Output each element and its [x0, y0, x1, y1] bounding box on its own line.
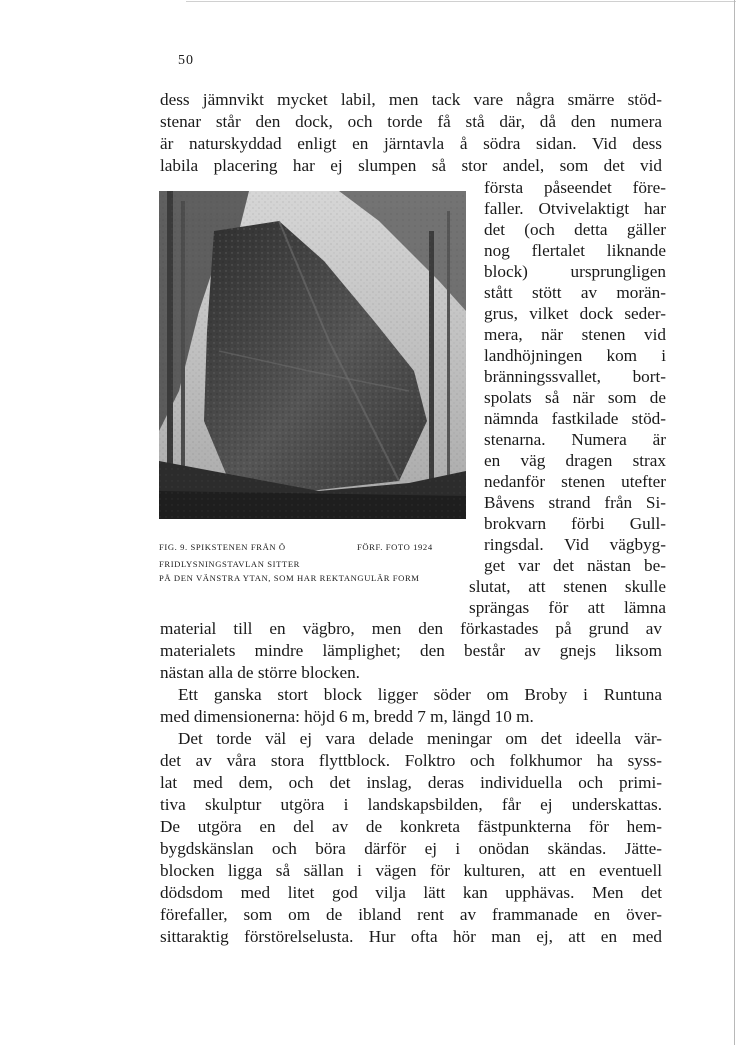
body-line: Ett ganska stort block ligger söder om Broby i Runtuna — [178, 685, 662, 704]
body-line: dödsdom med litet god vilja lätt kan upphävas. Men det — [160, 883, 662, 902]
boulder-photo-illustration — [159, 191, 466, 519]
figure-photo — [159, 191, 466, 519]
body-line: det av våra stora flyttblock. Folktro och folkhumor ha syss- — [160, 751, 662, 770]
page-edge-top — [186, 1, 736, 2]
body-line: sittaraktig förstörelselusta. Hur ofta hör man ej, att en med — [160, 927, 662, 946]
side-line: faller. Otvivelaktigt har — [484, 199, 666, 218]
body-line: nästan alla de större blocken. — [160, 663, 360, 682]
side-line: det (och detta gäller — [484, 220, 666, 239]
side-line: första påseendet före- — [484, 178, 666, 197]
body-line: material till en vägbro, men den förkastades på grund av — [160, 619, 662, 638]
side-line: Båvens strand från Si- — [484, 493, 666, 512]
side-line: sprängas för att lämna — [469, 598, 666, 617]
body-line: materialets mindre lämplighet; den består av gnejs liksom — [160, 641, 662, 660]
side-line: mera, när stenen vid — [484, 325, 666, 344]
side-line: brokvarn förbi Gull- — [484, 514, 666, 533]
body-line: labila placering har ej slumpen så stor andel, som det vid — [160, 156, 662, 175]
figure-caption-credit: FÖRF. FOTO 1924 — [357, 542, 433, 552]
side-line: stenarna. Numera är — [484, 430, 666, 449]
body-line: Det torde väl ej vara delade meningar om det ideella vär- — [178, 729, 662, 748]
figure-caption-label: FIG. 9. SPIKSTENEN FRÅN Ö — [159, 542, 286, 552]
side-line: block) ursprungligen — [484, 262, 666, 281]
side-line: stått stött av morän- — [484, 283, 666, 302]
page-number: 50 — [178, 53, 194, 68]
body-line: med dimensionerna: höjd 6 m, bredd 7 m, längd 10 m. — [160, 707, 534, 726]
body-line: bygdskänslan och böra därför ej i onödan skändas. Jätte- — [160, 839, 662, 858]
side-line: bränningssvallet, bort- — [484, 367, 666, 386]
body-line: dess jämnvikt mycket labil, men tack vare några smärre stöd- — [160, 90, 662, 109]
side-line: en väg dragen strax — [484, 451, 666, 470]
figure-caption-line: PÅ DEN VÄNSTRA YTAN, SOM HAR REKTANGULÄR FORM — [159, 573, 420, 583]
body-line: tiva skulptur utgöra i landskapsbilden, får ej underskattas. — [160, 795, 662, 814]
body-line: lat med dem, och det inslag, deras individuella och primi- — [160, 773, 662, 792]
side-line: slutat, att stenen skulle — [469, 577, 666, 596]
side-line: nedanför stenen utefter — [484, 472, 666, 491]
side-line: nämnda fastkilade stöd- — [484, 409, 666, 428]
figure-caption-line: FRIDLYSNINGSTAVLAN SITTER — [159, 559, 301, 569]
side-line: spolats så när som de — [484, 388, 666, 407]
body-line: blocken ligga så sällan i vägen för kulturen, att en eventuell — [160, 861, 662, 880]
body-line: De utgöra en del av de konkreta fästpunkterna för hem- — [160, 817, 662, 836]
side-line: ringsdal. Vid vägbyg- — [484, 535, 666, 554]
side-line: nog flertalet liknande — [484, 241, 666, 260]
body-line: är naturskyddad enligt en järntavla å södra sidan. Vid dess — [160, 134, 662, 153]
side-line: grus, vilket dock seder- — [484, 304, 666, 323]
side-line: landhöjningen kom i — [484, 346, 666, 365]
side-line: get var det nästan be- — [484, 556, 666, 575]
body-line: stenar står den dock, och torde få stå där, då den numera — [160, 112, 662, 131]
page-edge-right — [734, 0, 735, 1045]
body-line: förefaller, som om de ibland rent av frammanade en över- — [160, 905, 662, 924]
